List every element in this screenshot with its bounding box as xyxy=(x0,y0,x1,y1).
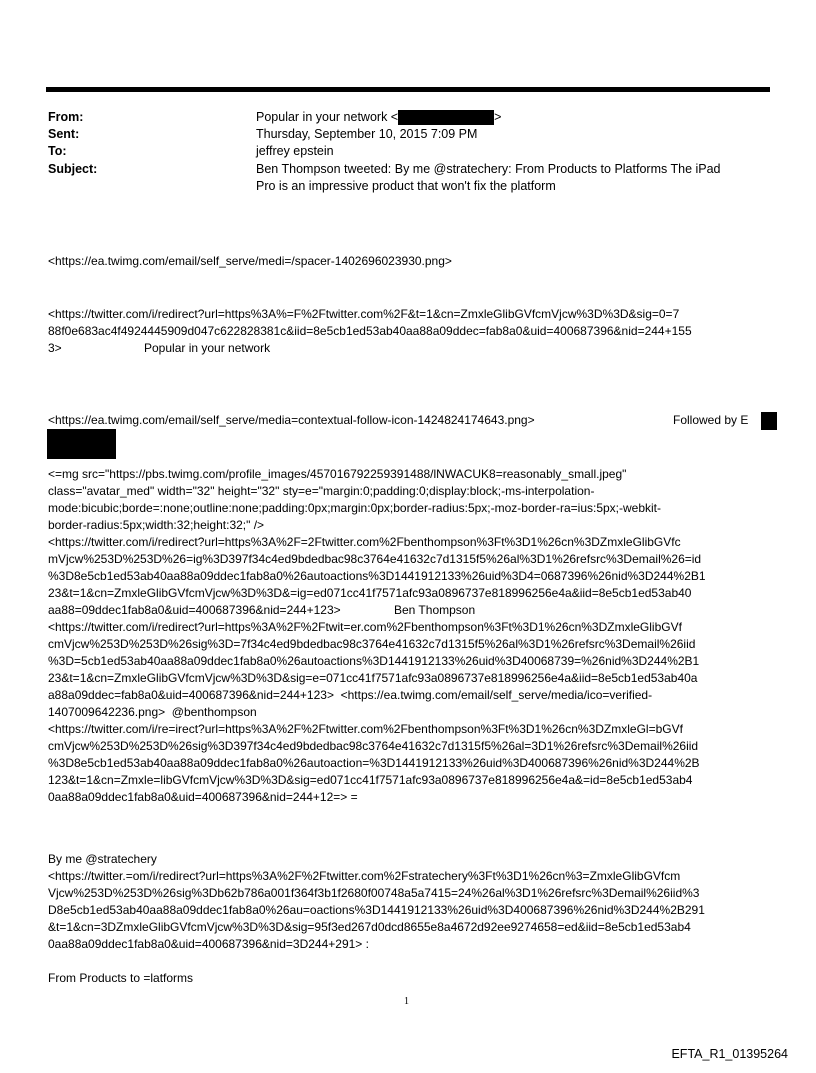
by-me-text: By me @stratechery xyxy=(48,852,157,866)
text-line: aa88=09ddec1fab8a0&uid=400687396&nid=244+123> Ben Thompson xyxy=(48,603,476,617)
to-label: To: xyxy=(48,144,67,158)
from-value-suffix: > xyxy=(494,110,502,124)
text-line: 1407009642236.png> @benthompson xyxy=(48,705,257,719)
header-rule xyxy=(46,87,770,92)
to-value: jeffrey epstein xyxy=(256,144,334,158)
text-line: <https://twitter.com/i/redirect?url=https%3A%2F=2Ftwitter.com%2Fbenthompson%3Ft%3D1%26cn%3DZmxleGlibGVfc xyxy=(48,535,681,549)
text-line: <=mg src="https://pbs.twimg.com/profile_images/457016792259391488/lNWACUK8=reasonably_small.jpeg" xyxy=(48,467,627,481)
redirect-line-2[interactable]: 88f0e683ac4f4924445909d047c622828381c&iid=8e5cb1ed53ab40aa88a09ddec=fab8a0&uid=400687396&nid=244+155 xyxy=(48,324,692,338)
redirect-line-3[interactable]: 3> xyxy=(48,341,62,355)
tweet-html-block xyxy=(48,466,778,806)
from-value xyxy=(256,109,501,126)
spacer-url[interactable]: <https://ea.twimg.com/email/self_serve/medi=/spacer-1402696023930.png> xyxy=(48,254,452,268)
subject-label: Subject: xyxy=(48,162,98,176)
text-line: 0aa88a09ddec1fab8a0&uid=400687396&nid=3D244+291> : xyxy=(48,937,369,951)
text-line: cmVjcw%253D%253D%26sig%3D397f34c4ed9bdedbac98c3764e41632c7d1315f5%26al=3D1%26refsrc%3Demail%26iid xyxy=(48,739,699,753)
sent-label: Sent: xyxy=(48,127,80,141)
subject-line-2: Pro is an impressive product that won't fix the platform xyxy=(256,179,556,193)
text-line: cmVjcw%253D%253D%26sig%3D=7f34c4ed9bdedbac98c3764e41632c7d1315f5%26al%3D1%26refsrc%3Demail%26iid xyxy=(48,637,696,651)
page-number: 1 xyxy=(404,996,409,1007)
popular-in-network-text: Popular in your network xyxy=(144,341,271,355)
followed-by-text: Followed by E xyxy=(673,413,749,427)
text-line: %3D8e5cb1ed53ab40aa88a09ddec1fab8a0%26autoaction=%3D1441912133%26uid%3D400687396%26nid%3D244%2B xyxy=(48,756,700,770)
text-line: 123&t=1&cn=Zmxle=libGVfcmVjcw%3D%3D&sig=ed071cc41f7571afc93a0896737e818996256e4a&=id=8e5cb1ed53ab4 xyxy=(48,773,693,787)
redirect-line-1[interactable]: <https://twitter.com/i/redirect?url=https%3A%=F%2Ftwitter.com%2F&t=1&cn=ZmxleGlibGVfcmVjcw%3D%3D&sig=0=7 xyxy=(48,307,680,321)
text-line: %3D=5cb1ed53ab40aa88a09ddec1fab8a0%26autoactions%3D1441912133%26uid%3D40068739=%26nid%3D244%2B1 xyxy=(48,654,700,668)
bates-number: EFTA_R1_01395264 xyxy=(671,1047,788,1061)
text-line: %3D8e5cb1ed53ab40aa88a09ddec1fab8a0%26autoactions%3D1441912133%26uid%3D4=0687396%26nid%3D244%2B1 xyxy=(48,569,706,583)
text-line: Vjcw%253D%253D%26sig%3Db62b786a001f364f3b1f2680f00748a5a7415=24%26al%3D1%26refsrc%3Demail%26iid%3 xyxy=(48,886,700,900)
redaction-box xyxy=(761,412,777,430)
subject-line-1: Ben Thompson tweeted: By me @stratechery: From Products to Platforms The iPad xyxy=(256,162,721,176)
text-line: <https://twitter.com/i/re=irect?url=https%3A%2F%2Ftwitter.com%2Fbenthompson%3Ft%3D1%26cn%3DZmxleGl=bGVf xyxy=(48,722,683,736)
follow-icon-url[interactable]: <https://ea.twimg.com/email/self_serve/media=contextual-follow-icon-1424824174643.png> xyxy=(48,413,535,427)
stratechery-redirect-block xyxy=(48,868,778,953)
text-line: a88a09ddec=fab8a0&uid=400687396&nid=244+123> <https://ea.twimg.com/email/self_serve/media/ico=verified- xyxy=(48,688,653,702)
from-products-text: From Products to =latforms xyxy=(48,971,194,985)
text-line: 23&t=1&cn=ZmxleGlibGVfcmVjcw%3D%3D&sig=e=071cc41f7571afc93a0896737e818996256e4a&iid=8e5cb1ed53ab40a xyxy=(48,671,698,685)
redaction-box xyxy=(398,110,494,125)
redaction-box xyxy=(47,429,116,459)
text-line: class="avatar_med" width="32" height="32" sty=e="margin:0;padding:0;display:block;-ms-interpolation- xyxy=(48,484,595,498)
text-line: D8e5cb1ed53ab40aa88a09ddec1fab8a0%26au=oactions%3D1441912133%26uid%3D400687396%26nid%3D244%2B291 xyxy=(48,903,705,917)
text-line: mVjcw%253D%253D%26=ig%3D397f34c4ed9bdedbac98c3764e41632c7d1315f5%26al%3D1%26refsrc%3Demail%26=id xyxy=(48,552,702,566)
text-line: 0aa88a09ddec1fab8a0&uid=400687396&nid=244+12=> = xyxy=(48,790,358,804)
text-line: 23&t=1&cn=ZmxleGlibGVfcmVjcw%3D%3D&=ig=ed071cc41f7571afc93a0896737e818996256e4a&iid=8e5cb1ed53ab40 xyxy=(48,586,692,600)
from-value-prefix: Popular in your network < xyxy=(256,110,399,124)
text-line: mode:bicubic;borde=:none;outline:none;padding:0px;margin:0px;border-radius:5px;-moz-border-ra=ius:5px;-webkit- xyxy=(48,501,662,515)
sent-value: Thursday, September 10, 2015 7:09 PM xyxy=(256,127,478,141)
text-line: <https://twitter.=om/i/redirect?url=https%3A%2F%2Ftwitter.com%2Fstratechery%3Ft%3D1%26cn%3=ZmxleGlibGVfcm xyxy=(48,869,681,883)
text-line: &t=1&cn=3DZmxleGlibGVfcmVjcw%3D%3D&sig=95f3ed267d0dcd8655e8a4672d92ee9274658=ed&iid=8e5cb1ed53ab4 xyxy=(48,920,691,934)
from-label: From: xyxy=(48,110,84,124)
text-line: <https://twitter.com/i/redirect?url=https%3A%2F%2Ftwit=er.com%2Fbenthompson%3Ft%3D1%26cn%3DZmxleGlibGVf xyxy=(48,620,682,634)
text-line: border-radius:5px;width:32;height:32;" /> xyxy=(48,518,265,532)
